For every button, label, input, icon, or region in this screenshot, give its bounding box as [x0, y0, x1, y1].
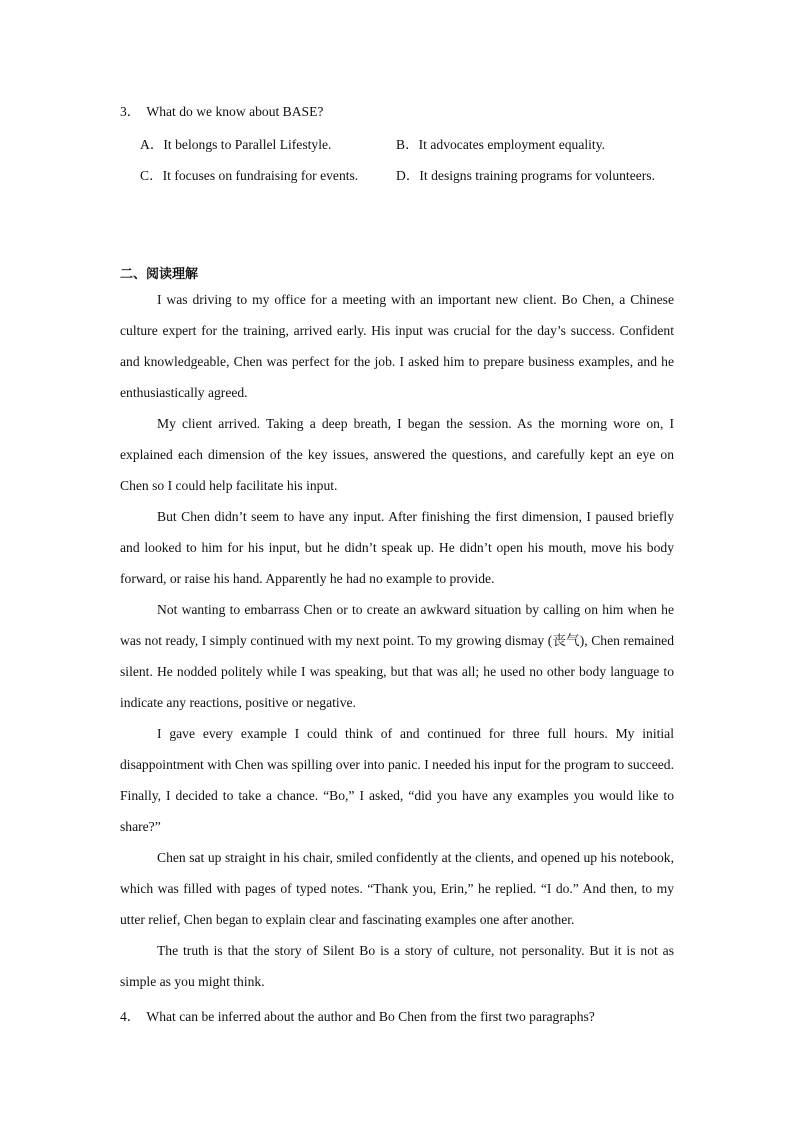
question-4-number: 4． — [120, 1009, 141, 1024]
paragraph-6: Chen sat up straight in his chair, smiled confidently at the clients, and opened up his notebook, which was filled with pages of typed notes. “Thank you, Erin,” he replied. “I do.” And then, to my utter relief, Chen began to explain clear and fascinating examples one after another. — [120, 850, 674, 927]
question-4 — [120, 1004, 680, 1030]
reading-passage — [120, 284, 674, 997]
option-c: C．It focuses on fundraising for events. — [140, 168, 359, 183]
option-a: A．It belongs to Parallel Lifestyle. — [140, 137, 332, 152]
question-3-stem: What do we know about BASE? — [146, 104, 324, 119]
paragraph-7: The truth is that the story of Silent Bo is a story of culture, not personality. But it is not as simple as you might think. — [120, 943, 674, 989]
options-row-1 — [120, 133, 680, 164]
question-3-number: 3． — [120, 104, 141, 119]
section-heading: 二、阅读理解 — [120, 267, 199, 282]
question-3 — [120, 102, 680, 195]
question-4-stem: What can be inferred about the author and Bo Chen from the first two paragraphs? — [146, 1009, 595, 1024]
options-row-2 — [120, 164, 680, 195]
paragraph-5: I gave every example I could think of and continued for three full hours. My initial disappointment with Chen was spilling over into panic. I needed his input for the program to succeed. Finally, I decided to take a chance. “Bo,” I asked, “did you have any examples you would like to share?” — [120, 726, 674, 834]
paragraph-3: But Chen didn’t seem to have any input. After finishing the first dimension, I paused briefly and looked to him for his input, but he didn’t speak up. He didn’t open his mouth, move his body forward, or raise his hand. Apparently he had no example to provide. — [120, 509, 674, 586]
question-3-stem-line — [120, 102, 680, 122]
paragraph-2: My client arrived. Taking a deep breath, I began the session. As the morning wore on, I explained each dimension of the key issues, answered the questions, and carefully kept an eye on Chen so I could help facilitate his input. — [120, 416, 674, 493]
option-b: B．It advocates employment equality. — [396, 137, 606, 152]
question-3-options — [120, 133, 680, 195]
option-d: D．It designs training programs for volunteers. — [396, 168, 655, 183]
paragraph-1: I was driving to my office for a meeting with an important new client. Bo Chen, a Chinese culture expert for the training, arrived early. His input was crucial for the day’s success. Confident and knowledgeable, Chen was perfect for the job. I asked him to prepare business examples, and he enthusiastically agreed. — [120, 292, 674, 400]
paragraph-4: Not wanting to embarrass Chen or to create an awkward situation by calling on him when he was not ready, I simply continued with my next point. To my growing dismay (丧气), Chen remained silent. He nodded politely while I was speaking, but that was all; he used no other body language to indicate any reactions, positive or negative. — [120, 602, 674, 710]
